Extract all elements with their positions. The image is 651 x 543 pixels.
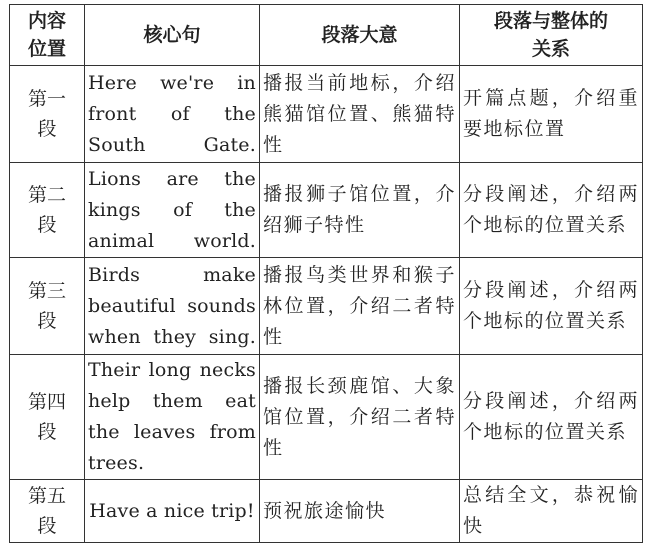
header-row <box>10 5 643 66</box>
cell-relation <box>460 355 643 480</box>
position-text: 第四 段 <box>27 391 66 443</box>
header-position-text: 内容 位置 <box>27 10 66 60</box>
main-idea-text: 播报长颈鹿馆、大象馆位置，介绍二者特性 <box>263 374 456 459</box>
header-core-sentence-text: 核心句 <box>143 24 201 46</box>
summary-table-wrapper <box>9 4 642 543</box>
cell-main-idea <box>260 480 460 543</box>
cell-position <box>10 258 85 355</box>
cell-main-idea <box>260 355 460 480</box>
cell-main-idea <box>260 163 460 258</box>
relation-text: 分段阐述，介绍两个地标的位置关系 <box>463 390 639 443</box>
relation-text: 开篇点题，介绍重要地标位置 <box>463 87 639 140</box>
table-row <box>10 66 643 163</box>
header-position <box>10 5 85 66</box>
table-row <box>10 480 643 543</box>
cell-relation <box>460 66 643 163</box>
position-text: 第一 段 <box>27 88 66 140</box>
core-sentence-text: Their long necks help them eat the leaves from trees. <box>88 359 256 474</box>
header-main-idea-text: 段落大意 <box>321 24 398 46</box>
cell-main-idea <box>260 66 460 163</box>
header-relation-text: 段落与整体的 关系 <box>493 10 608 60</box>
core-sentence-text: Birds make beautiful sounds when they sing. <box>88 263 256 348</box>
cell-relation <box>460 258 643 355</box>
position-text: 第三 段 <box>27 280 66 332</box>
cell-position <box>10 480 85 543</box>
main-idea-text: 播报狮子馆位置，介绍狮子特性 <box>263 183 456 236</box>
main-idea-text: 预祝旅途愉快 <box>263 499 387 522</box>
table-row <box>10 258 643 355</box>
main-idea-text: 播报鸟类世界和猴子林位置，介绍二者特性 <box>263 263 456 348</box>
main-idea-text: 播报当前地标，介绍熊猫馆位置、熊猫特性 <box>263 71 456 156</box>
header-main-idea <box>260 5 460 66</box>
core-sentence-text: Here we're in front of the South Gate. <box>88 71 256 156</box>
cell-core-sentence <box>85 355 260 480</box>
cell-relation <box>460 163 643 258</box>
cell-position <box>10 66 85 163</box>
cell-position <box>10 355 85 480</box>
relation-text: 分段阐述，介绍两个地标的位置关系 <box>463 183 639 236</box>
header-relation <box>460 5 643 66</box>
cell-relation <box>460 480 643 543</box>
cell-core-sentence <box>85 480 260 543</box>
cell-core-sentence <box>85 258 260 355</box>
table-row <box>10 163 643 258</box>
relation-text: 总结全文，恭祝愉快 <box>463 484 639 537</box>
position-text: 第二 段 <box>27 184 66 236</box>
cell-main-idea <box>260 258 460 355</box>
cell-position <box>10 163 85 258</box>
position-text: 第五 段 <box>27 485 66 537</box>
table-row <box>10 355 643 480</box>
cell-core-sentence <box>85 163 260 258</box>
core-sentence-text: Lions are the kings of the animal world. <box>88 167 256 252</box>
relation-text: 分段阐述，介绍两个地标的位置关系 <box>463 279 639 332</box>
header-core-sentence <box>85 5 260 66</box>
cell-core-sentence <box>85 66 260 163</box>
core-sentence-text: Have a nice trip! <box>89 499 255 522</box>
paragraph-analysis-table <box>9 4 643 543</box>
